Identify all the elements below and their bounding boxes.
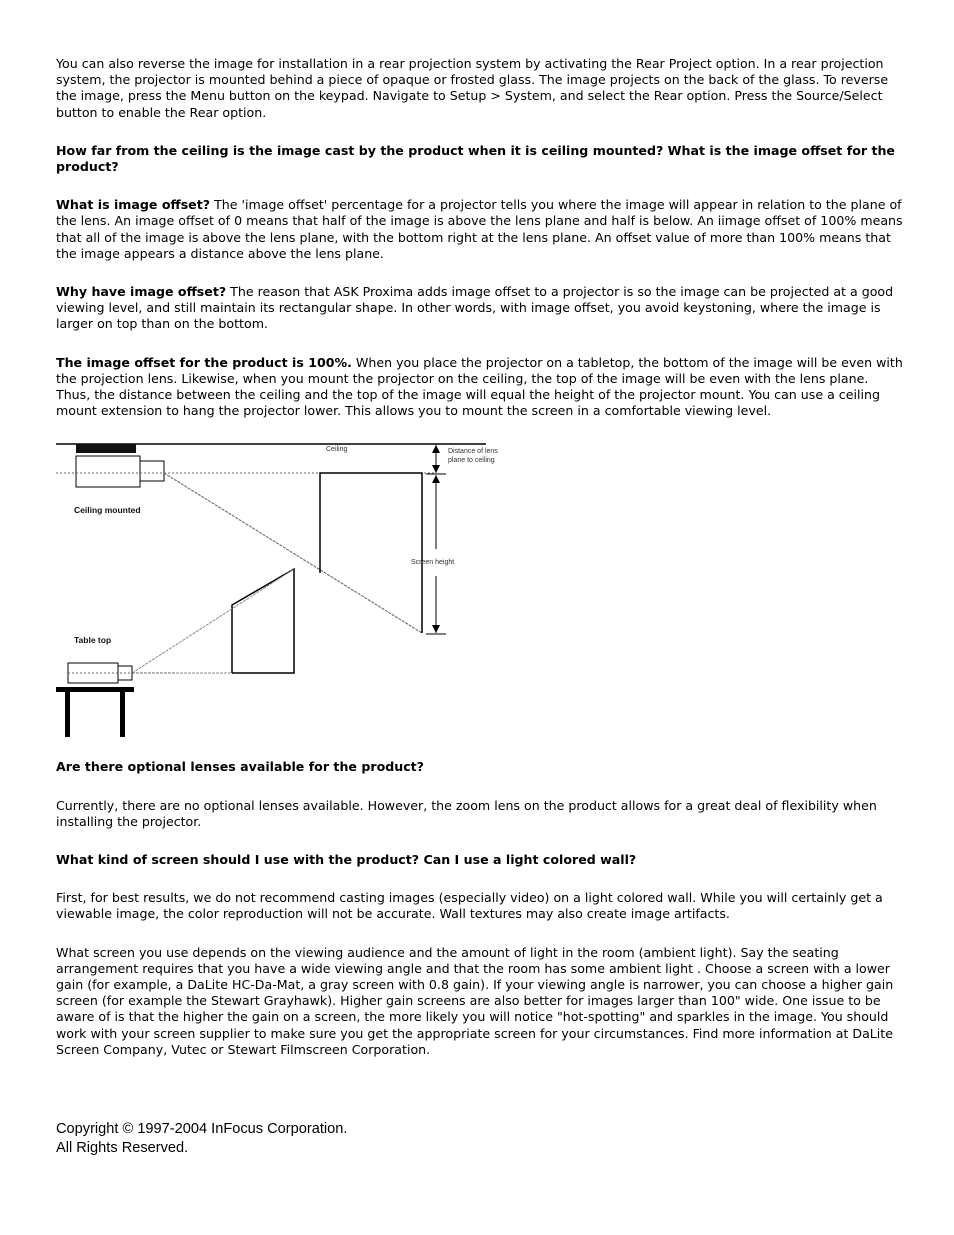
offset-diagram-svg xyxy=(54,441,514,741)
product-offset-paragraph xyxy=(56,355,904,420)
why-offset-lead: Why have image offset? xyxy=(56,284,227,300)
screen-answer-paragraph-2: What screen you use depends on the viewing audience and the amount of light in the room (ambient light). Say the seating arrangement requires that you have a wide viewing angle and that the room has some ambient light . Choose a screen with a lower gain (for example, a DaLite HC-Da-Mat, a gray screen with 0.8 gain). If your viewing angle is narrower, you can choose a higher gain screen (for example the Stewart Grayhawk). Higher gain screens are also better for images larger than 100" wide. One issue to be aware of is that the higher the gain on a screen, the more likely you will notice "hot-spotting" and sparkles in the image. You should work with your screen supplier to make sure you get the appropriate screen for your circumstances. Find more information at DaLite Screen Company, Vutec or Stewart Filmscreen Corporation. xyxy=(56,944,894,1057)
table-leg-left xyxy=(65,692,70,737)
ceiling-projector-lens xyxy=(140,461,164,481)
lenses-answer-paragraph: Currently, there are no optional lenses available. However, the zoom lens on the product allows for a great deal of flexibility when installing the projector. xyxy=(56,797,877,829)
distance-label-line1: Distance of lens xyxy=(448,448,498,456)
ceiling-mounted-label: Ceiling mounted xyxy=(74,505,141,516)
image-offset-diagram xyxy=(54,441,904,741)
table-top-label: Table top xyxy=(74,635,112,646)
table-beam-upper xyxy=(132,569,294,673)
product-offset-body: When you place the projector on a tabletop, the bottom of the image will be even with the projection lens. Likewise, when you mount the projector on the ceiling, the top of the image will be even with the lens plane. Thus, the distance between the ceiling and the top of the image will equal the height of the projector mount. You can use a ceiling mount extension to hang the projector lower. This allows you to mount the screen in a comfortable viewing level. xyxy=(56,354,903,419)
copyright-footer xyxy=(56,1120,347,1157)
offset-body: The 'image offset' percentage for a projector tells you where the image will appear in relation to the plane of the lens. An image offset of 0 means that half of the image is above the lens plane and half is below. An iimage offset of 100% means that all of the image is above the lens plane, with the bottom right at the lens plane. An offset value of more than 100% means that the image appears a distance above the lens plane. xyxy=(56,197,903,261)
ceiling-screen xyxy=(320,473,422,633)
product-offset-lead: The image offset for the product is 100%. xyxy=(56,354,352,370)
screen-question-heading: What kind of screen should I use with the product? Can I use a light colored wall? xyxy=(56,852,637,868)
why-offset-paragraph xyxy=(56,284,904,333)
ceiling-projector-body xyxy=(76,456,140,487)
offset-paragraph xyxy=(56,197,904,262)
offset-lead: What is image offset? xyxy=(56,197,211,213)
table-leg-right xyxy=(120,692,125,737)
why-offset-body: The reason that ASK Proxima adds image offset to a projector is so the image can be projected at a good viewing level, and still maintain its rectangular shape. In other words, with image offset, you avoid keystoning, where the image is larger on top than on the bottom. xyxy=(56,284,894,332)
screen-height-label: Screen height xyxy=(411,559,455,567)
screen-height-arrow-top xyxy=(432,475,440,483)
copyright-line: Copyright © 1997-2004 InFocus Corporation. xyxy=(56,1121,348,1137)
ceiling-mount-block xyxy=(76,444,136,453)
main-content xyxy=(56,56,904,1080)
rear-projection-paragraph: You can also reverse the image for installation in a rear projection system by activating the Rear Project option. In a rear projection system, the projector is mounted behind a piece of opaque or frosted glass. The image projects on the back of the glass. To reverse the image, press the Menu button on the keypad. Navigate to Setup > System, and select the Rear option. Press the Source/Select button to enable the Rear option. xyxy=(56,56,889,120)
ceiling-question-heading: How far from the ceiling is the image cast by the product when it is ceiling mounted? What is the image offset for the product? xyxy=(56,142,895,175)
ceiling-label: Ceiling xyxy=(326,446,348,454)
distance-label-line2: plane to ceiling xyxy=(448,457,495,465)
distance-arrow-top xyxy=(432,445,440,453)
ceiling-beam-lower xyxy=(164,473,422,633)
screen-answer-paragraph-1: First, for best results, we do not recommend casting images (especially video) on a light colored wall. While you will certainly get a viewable image, the color reproduction will not be accurate. Wall textures may also create image artifacts. xyxy=(56,890,883,922)
table-top-surface xyxy=(56,687,134,692)
lenses-question-heading: Are there optional lenses available for the product? xyxy=(56,759,424,775)
screen-height-arrow-bottom xyxy=(432,625,440,633)
distance-arrow-bottom xyxy=(432,465,440,473)
table-screen xyxy=(232,569,294,673)
rights-line: All Rights Reserved. xyxy=(56,1139,189,1156)
